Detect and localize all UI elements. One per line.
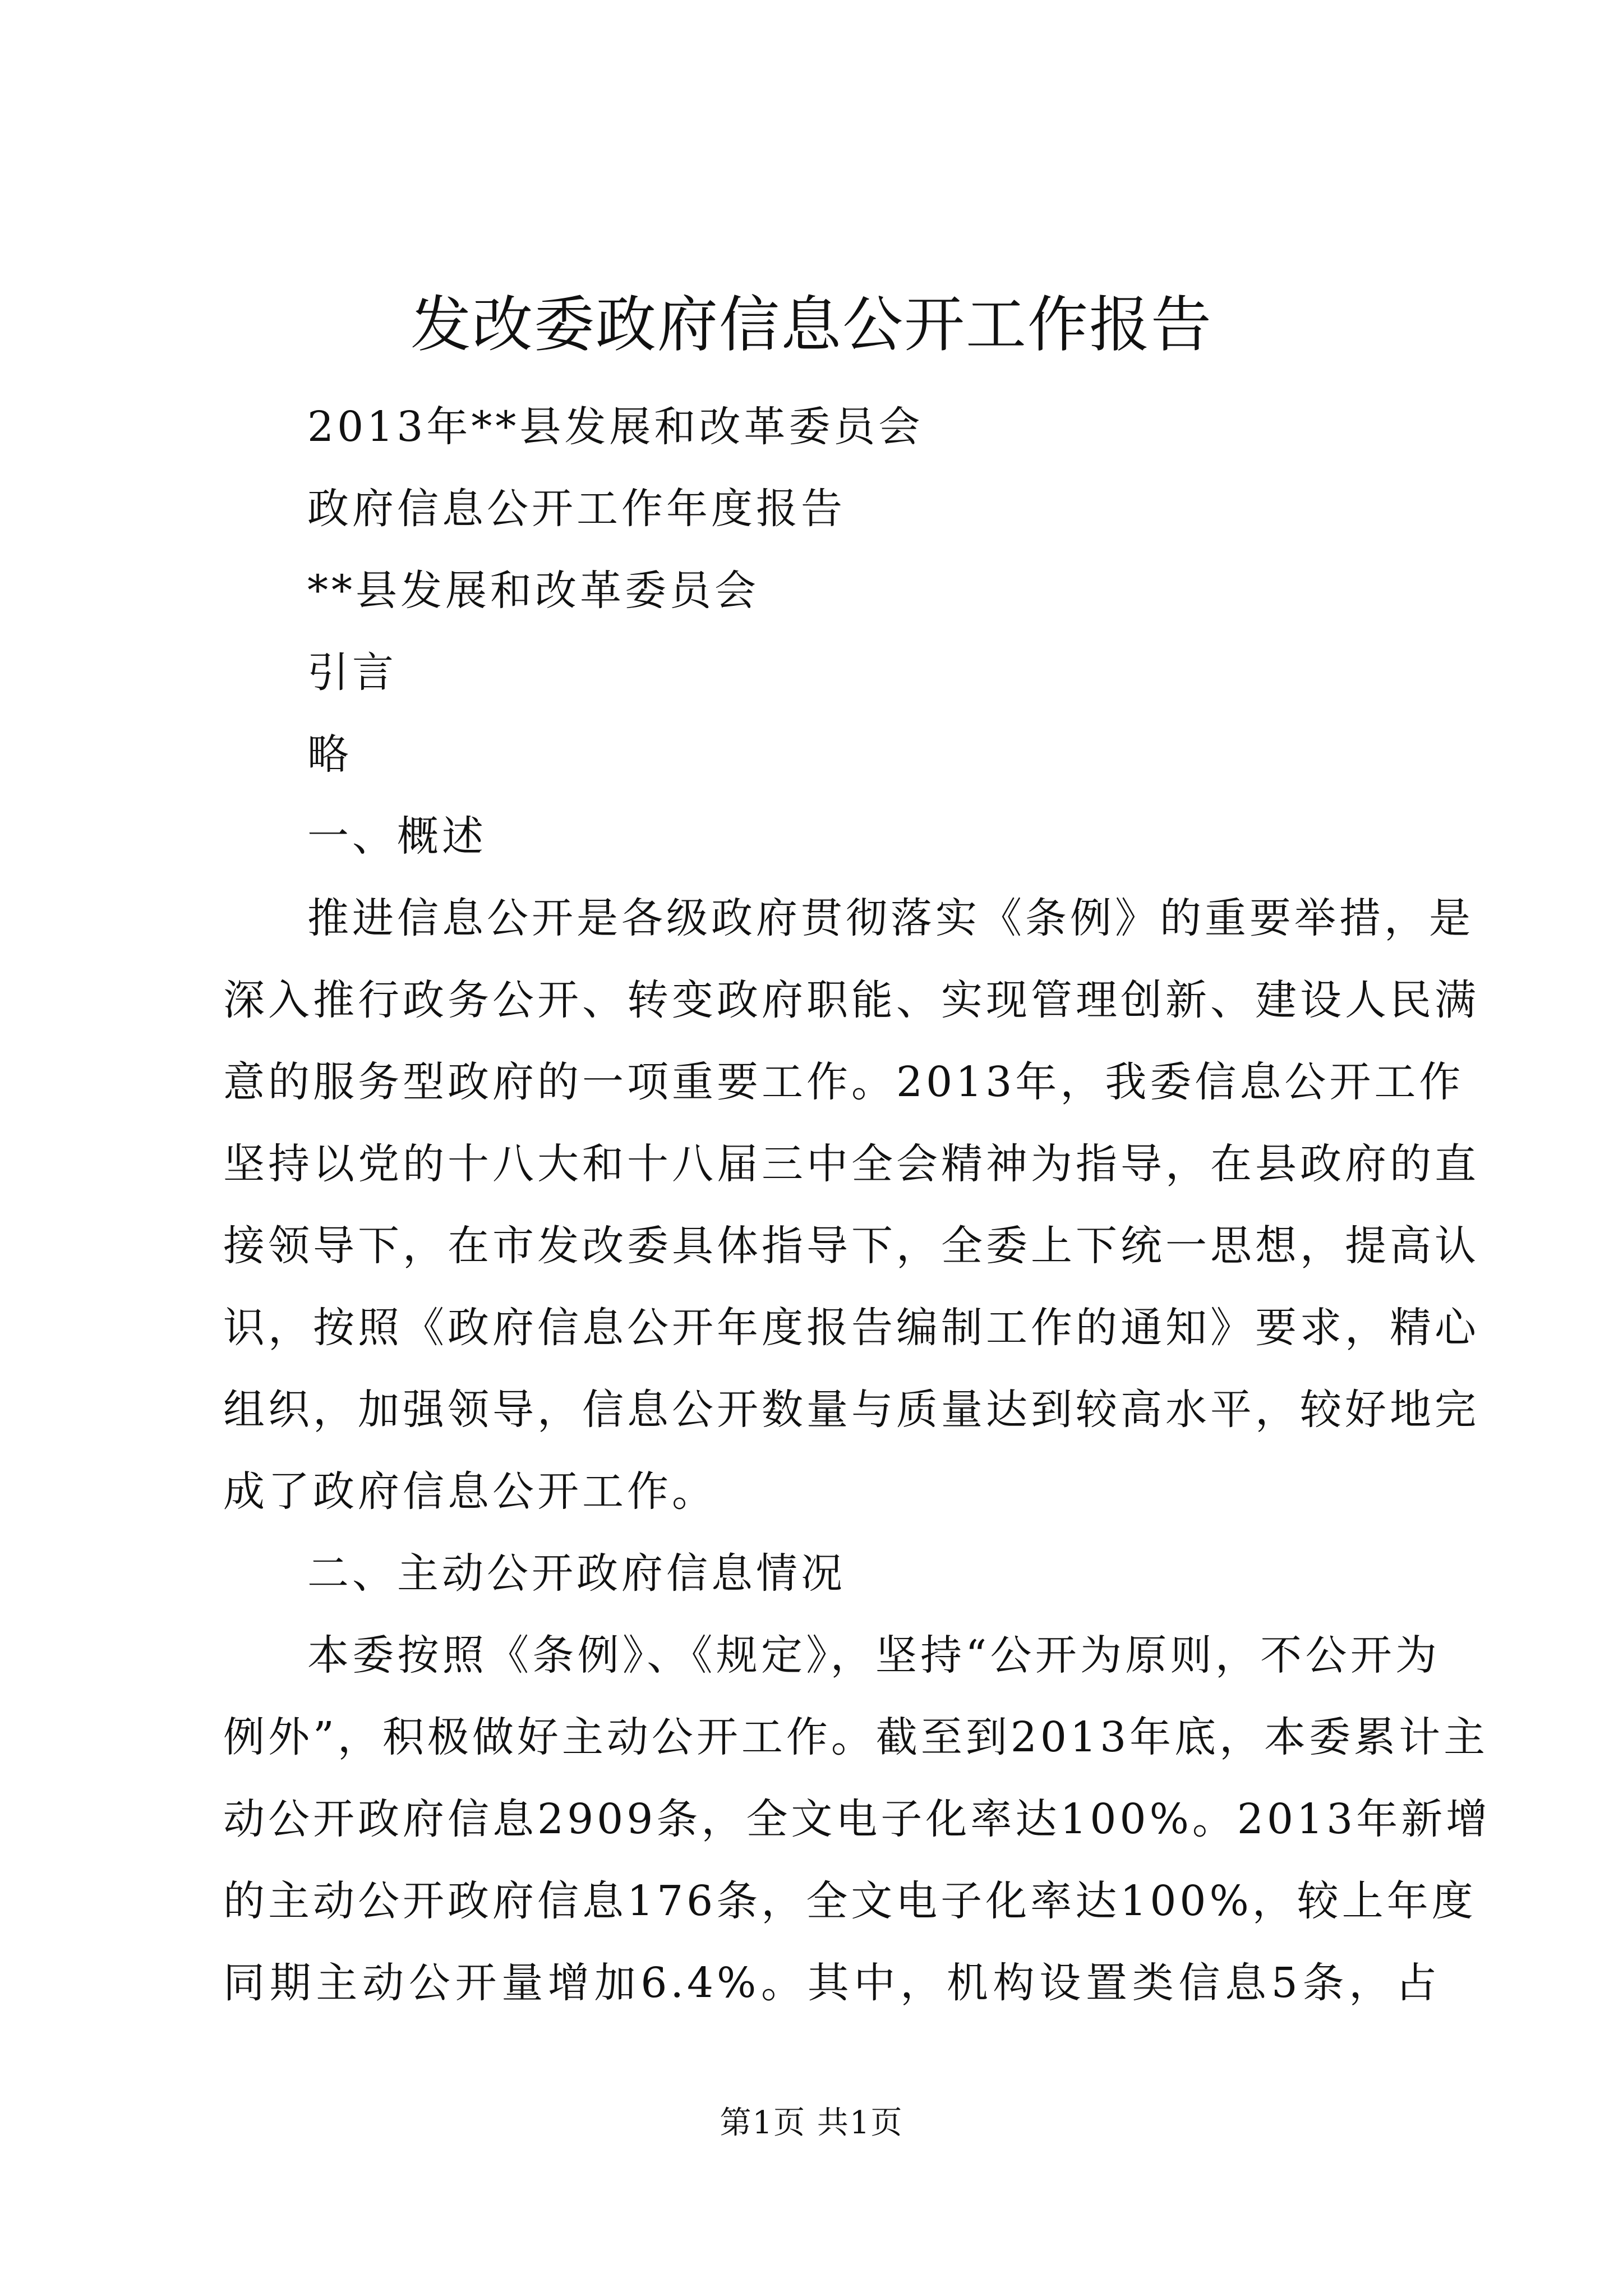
paragraph-line: 坚持以党的十八大和十八届三中全会精神为指导，在县政府的直 [223,1140,1479,1188]
paragraph-line: 推进信息公开是各级政府贯彻落实《条例》的重要举措，是 [307,894,1474,942]
paragraph-line: 组织，加强领导，信息公开数量与质量达到较高水平，较好地完 [223,1386,1479,1434]
issuer-line: **县发展和改革委员会 [307,567,759,615]
document-body [223,386,1491,2024]
paragraph-overview [223,877,1479,1533]
paragraph-line: 例外”，积极做好主动公开工作。截至到2013年底，本委累计主 [223,1713,1489,1761]
paragraph-line: 识，按照《政府信息公开年度报告编制工作的通知》要求，精心 [223,1304,1479,1352]
paragraph-line: 的主动公开政府信息176条，全文电子化率达100%，较上年度 [223,1877,1477,1925]
paragraph-line: 成了政府信息公开工作。 [223,1467,717,1516]
paragraph-proactive-disclosure [223,1614,1491,2024]
page-footer: 第1页 共1页 [720,2105,903,2141]
paragraph-line: 本委按照《条例》、《规定》，坚持“公开为原则，不公开为 [307,1631,1440,1680]
paragraph-line: 意的服务型政府的一项重要工作。2013年，我委信息公开工作 [223,1058,1464,1106]
report-subtitle-line: 政府信息公开工作年度报告 [307,485,846,533]
introduction-heading: 引言 [307,648,397,697]
report-year-line: 2013年**县发展和改革委员会 [307,403,924,451]
paragraph-line: 同期主动公开量增加6.4%。其中，机构设置类信息5条，占 [223,1959,1440,2007]
paragraph-line: 深入推行政务公开、转变政府职能、实现管理创新、建设人民满 [223,976,1479,1024]
section1-heading: 一、概述 [307,812,487,861]
section2-heading: 二、主动公开政府信息情况 [307,1549,846,1598]
introduction-omitted: 略 [307,730,352,779]
paragraph-line: 接领导下，在市发改委具体指导下，全委上下统一思想，提高认 [223,1222,1479,1270]
document-title: 发改委政府信息公开工作报告 [410,290,1212,360]
paragraph-line: 动公开政府信息2909条，全文电子化率达100%。2013年新增 [223,1795,1491,1843]
